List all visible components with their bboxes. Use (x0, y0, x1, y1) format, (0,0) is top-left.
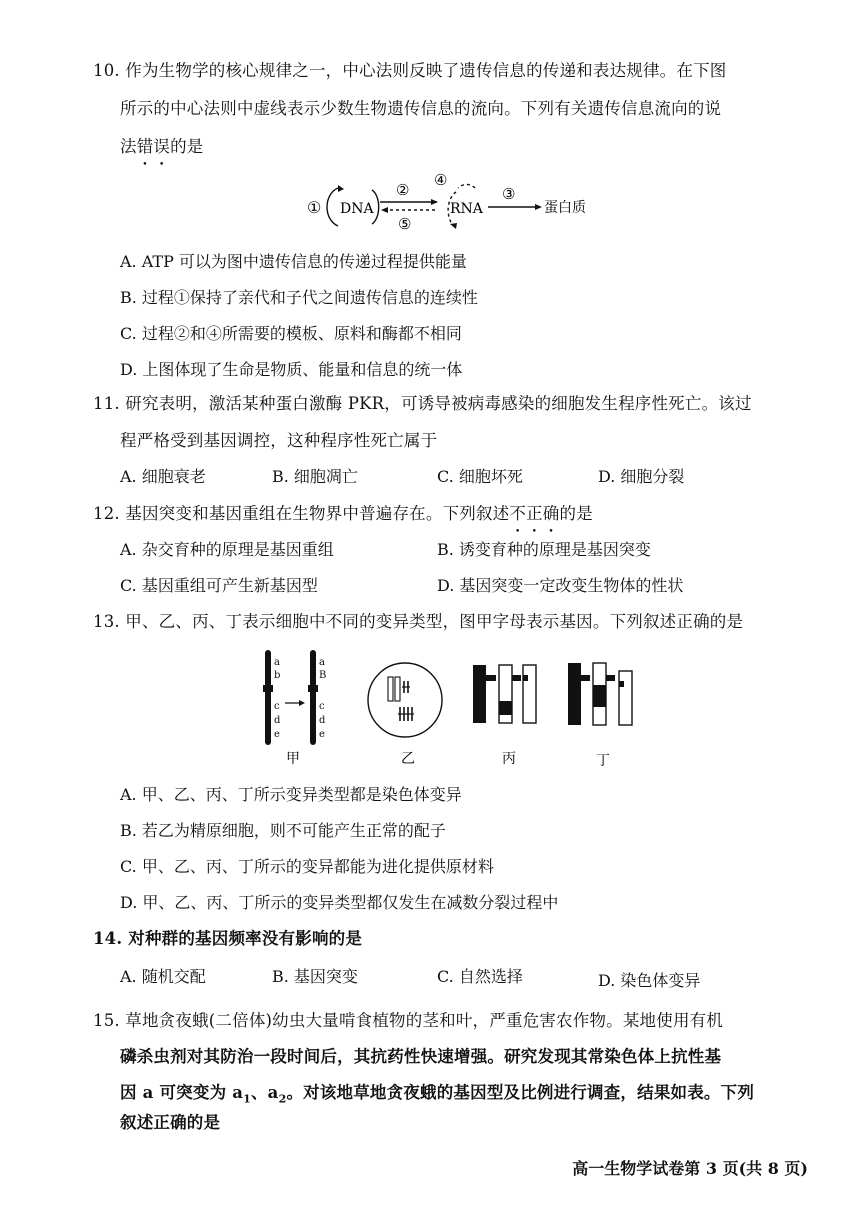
q10-stem-line2: 所示的中心法则中虚线表示少数生物遗传信息的流向。下列有关遗传信息流向的说 (120, 99, 722, 118)
q10-option-b: B. 过程①保持了亲代和子代之间遗传信息的连续性 (120, 288, 478, 307)
process-4-label: ④ (434, 172, 448, 189)
q15-stem-line1: 15. 草地贪夜蛾(二倍体)幼虫大量啃食植物的茎和叶，严重危害农作物。某地使用有机 (93, 1011, 724, 1030)
gene-label: d (274, 715, 281, 726)
emphasis-dot-char: 确 (542, 504, 560, 523)
gene-label: a (274, 657, 280, 668)
label-yi: 乙 (401, 751, 415, 767)
q15-stem-line3: 因 a 可突变为 $a_1$、$a_2$。对该地草地贪夜蛾的基因型及比例进行调查，结果如表。下列 (120, 1083, 755, 1106)
label-bing: 丙 (502, 751, 516, 767)
q12-option-a: A. 杂交育种的原理是基因重组 (120, 540, 334, 559)
q14-option-c: C. 自然选择 (437, 967, 523, 986)
gene-label: a (319, 657, 325, 668)
emphasis-dot-char: 正 (526, 504, 543, 523)
q12-option-b: B. 诱变育种的原理是基因突变 (437, 540, 651, 559)
arrowhead (299, 700, 305, 706)
q11-option-c: C. 细胞坏死 (437, 467, 523, 486)
arrowhead (381, 207, 388, 213)
central-dogma-diagram (300, 172, 630, 234)
q10-stem-line3: 法错误的是 (120, 137, 204, 156)
variation-types-figure (255, 645, 655, 770)
figure-yi (368, 663, 442, 767)
figure-jia (263, 650, 326, 767)
gene-label: c (274, 701, 280, 712)
q10-stem-line1: 10. 作为生物学的核心规律之一，中心法则反映了遗传信息的传递和表达规律。在下图 (93, 61, 727, 80)
figure-bing (473, 665, 536, 767)
gene-label: e (274, 729, 280, 740)
gene-label: b (274, 670, 281, 681)
q14-stem-line1: 14. 对种群的基因频率没有影响的是 (93, 929, 363, 948)
q13-option-b: B. 若乙为精原细胞，则不可能产生正常的配子 (120, 821, 446, 840)
q15-stem-line2: 磷杀虫剂对其防治一段时间后，其抗药性快速增强。研究发现其常染色体上抗性基 (120, 1047, 722, 1066)
rna-label: RNA (450, 201, 483, 217)
q10-option-d: D. 上图体现了生命是物质、能量和信息的统一体 (120, 360, 463, 379)
gene-label: e (319, 729, 325, 740)
process-5-label: ⑤ (398, 215, 412, 233)
q13-option-c: C. 甲、乙、丙、丁所示的变异都能为进化提供原材料 (120, 857, 494, 876)
figure-ding (568, 663, 632, 769)
label-jia: 甲 (286, 751, 300, 767)
arrowhead (338, 185, 344, 192)
dna-label: DNA (340, 201, 374, 217)
process-2-label: ② (396, 181, 410, 199)
q14-option-b: B. 基因突变 (272, 967, 358, 986)
process-3-label: ③ (502, 185, 516, 203)
replication-arc (327, 188, 338, 226)
gene-label: c (319, 701, 325, 712)
q12-option-d: D. 基因突变一定改变生物体的性状 (437, 576, 684, 595)
q13-option-d: D. 甲、乙、丙、丁所示的变异类型都仅发生在减数分裂过程中 (120, 893, 559, 912)
q15-stem-line4: 叙述正确的是 (120, 1113, 221, 1132)
protein-label: 蛋白质 (544, 200, 586, 216)
q10-option-a: A. ATP 可以为图中遗传信息的传递过程提供能量 (120, 252, 467, 271)
process-1-label: ① (307, 198, 322, 217)
q12-stem-line1: 12. 基因突变和基因重组在生物界中普遍存在。下列叙述不正确的是 (93, 504, 593, 523)
rna-replication-arc-top (458, 184, 475, 188)
q14-option-a: A. 随机交配 (120, 967, 206, 986)
q14-option-d: D. 染色体变异 (598, 971, 701, 990)
q11-stem-line1: 11. 研究表明，激活某种蛋白激酶 PKR，可诱导被病毒感染的细胞发生程序性死亡。该过 (93, 394, 752, 413)
gene-label: B (319, 670, 327, 681)
q13-stem-line1: 13. 甲、乙、丙、丁表示细胞中不同的变异类型，图甲字母表示基因。下列叙述正确的是 (93, 612, 744, 631)
q12-option-c: C. 基因重组可产生新基因型 (120, 576, 318, 595)
page-footer: 高一生物学试卷第 3 页(共 8 页) (572, 1159, 808, 1178)
q11-option-a: A. 细胞衰老 (120, 467, 206, 486)
q11-option-d: D. 细胞分裂 (598, 467, 685, 486)
emphasis-dot-char: 误 (153, 137, 171, 156)
label-ding: 丁 (596, 753, 610, 769)
emphasis-dot-char: 不 (509, 504, 527, 523)
q13-option-a: A. 甲、乙、丙、丁所示变异类型都是染色体变异 (120, 785, 462, 804)
arrowhead (535, 204, 542, 210)
gene-label: d (319, 715, 326, 726)
arrowhead (450, 223, 457, 229)
arrowhead (431, 199, 438, 205)
q10-option-c: C. 过程②和④所需要的模板、原料和酶都不相同 (120, 324, 462, 343)
q11-stem-line2: 程严格受到基因调控，这种程序性死亡属于 (120, 431, 438, 450)
emphasis-dot-char: 错 (136, 137, 154, 156)
q11-option-b: B. 细胞凋亡 (272, 467, 358, 486)
